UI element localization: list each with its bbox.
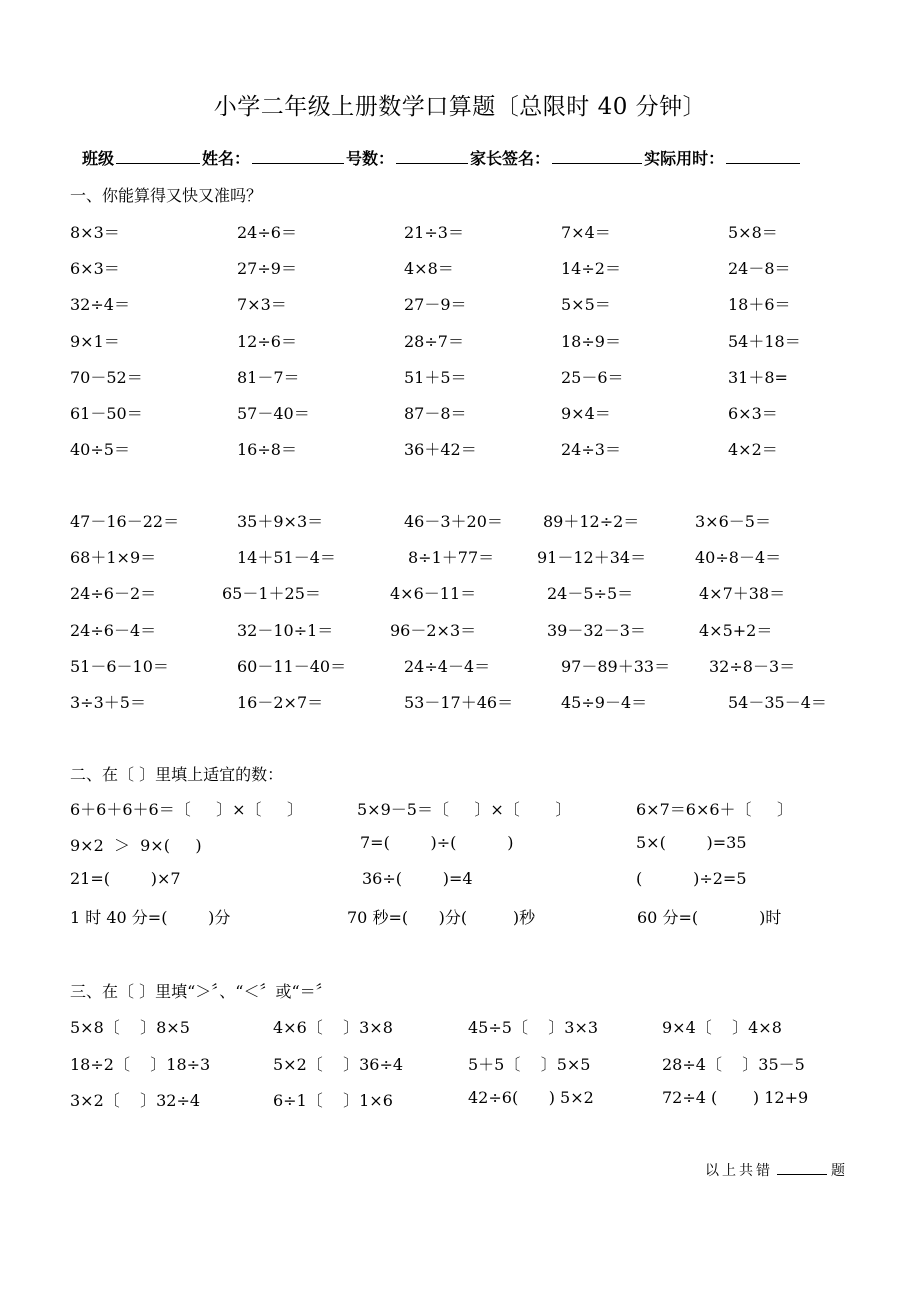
problem-row	[0, 401, 920, 423]
error-count-suffix: 题	[831, 1163, 848, 1179]
problem-item: 72÷4 ( ) 12+9	[662, 1088, 809, 1107]
problem-item: 14÷2＝	[561, 259, 621, 279]
problem-item: 24－8＝	[728, 259, 791, 279]
problem-item: 27－9＝	[404, 295, 467, 315]
problem-item: 24÷3＝	[561, 440, 621, 460]
problem-row	[0, 256, 920, 278]
error-count-line	[705, 1160, 848, 1180]
problem-item: 39－32－3＝	[547, 620, 646, 640]
section2-heading: 二、在〔 〕里填上适宜的数：	[70, 765, 284, 784]
problem-item: 24－5÷5＝	[547, 584, 634, 604]
problem-item: 5×( )=35	[636, 833, 747, 852]
problem-row	[0, 690, 920, 712]
problem-item: 25－6＝	[561, 367, 624, 387]
name-label: 姓名：	[202, 149, 251, 168]
problem-item: 24÷6＝	[237, 223, 297, 242]
problem-item: 5×5＝	[561, 295, 611, 315]
problem-item: 9×2 ＞ 9×( )	[70, 836, 202, 855]
problem-item: 35＋9×3＝	[237, 512, 324, 531]
problem-item: 18÷2〔 〕18÷3	[70, 1054, 211, 1074]
problem-item: 5×9－5＝〔 〕×〔 〕	[357, 800, 572, 819]
problem-item: 3×2〔 〕32÷4	[70, 1091, 201, 1110]
problem-item: 9×1＝	[70, 331, 120, 351]
fill-blank-row	[0, 833, 920, 855]
problem-item: 45÷9－4＝	[561, 693, 648, 712]
error-count-blank[interactable]	[777, 1162, 827, 1175]
time-used-blank[interactable]	[726, 147, 800, 164]
problem-item: 6×3＝	[728, 404, 778, 423]
problem-item: 24÷6－2＝	[70, 584, 157, 604]
problem-item: 5＋5〔 〕5×5	[468, 1054, 591, 1074]
problem-row	[0, 618, 920, 640]
number-label: 号数：	[346, 149, 395, 168]
problem-item: 32÷8－3＝	[709, 656, 796, 676]
problem-item: 16－2×7＝	[237, 693, 324, 712]
problem-item: 61－50＝	[70, 404, 143, 423]
problem-row	[0, 509, 920, 531]
problem-row	[0, 329, 920, 351]
error-count-prefix: 以上共错	[705, 1163, 773, 1179]
problem-item: 51＋5＝	[404, 367, 467, 387]
problem-item: 4×6〔 〕3×8	[273, 1018, 393, 1037]
problem-item: 57－40＝	[237, 404, 310, 423]
section1-heading: 一、你能算得又快又准吗？	[70, 186, 263, 205]
parent-signature-blank[interactable]	[552, 147, 642, 164]
problem-row	[0, 365, 920, 387]
problem-item: 5×8＝	[728, 223, 778, 242]
problem-item: 8÷1＋77＝	[408, 548, 495, 568]
problem-item: 96－2×3＝	[390, 620, 477, 640]
problem-row	[0, 654, 920, 676]
problem-item: 6×3＝	[70, 259, 120, 279]
problem-item: 4×5+2＝	[699, 620, 773, 640]
problem-item: 24÷4－4＝	[404, 656, 491, 676]
problem-item: 47－16－22＝	[70, 512, 180, 531]
problem-item: 91－12＋34＝	[537, 548, 647, 568]
problem-item: 46－3＋20＝	[404, 512, 503, 531]
fill-blank-row	[0, 869, 920, 891]
problem-item: 1 时 40 分=( )分	[70, 908, 231, 927]
problem-item: 4×8＝	[404, 259, 454, 279]
problem-item: 53－17＋46＝	[404, 693, 514, 712]
problem-item: 4×7＋38＝	[699, 584, 786, 604]
problem-item: 16÷8＝	[237, 440, 297, 460]
time-used-label: 实际用时：	[644, 149, 725, 168]
problem-item: 18÷9＝	[561, 331, 621, 351]
problem-item: 54－35－4＝	[728, 693, 827, 712]
problem-item: 40÷8－4＝	[695, 548, 782, 568]
class-label: 班级	[82, 149, 115, 168]
number-blank[interactable]	[396, 147, 468, 164]
problem-item: 6×7＝6×6＋〔 〕	[636, 800, 793, 819]
problem-item: 5×2〔 〕36÷4	[273, 1054, 404, 1074]
problem-item: 60 分=( )时	[637, 908, 782, 927]
problem-item: 40÷5＝	[70, 440, 130, 460]
problem-row	[0, 581, 920, 603]
problem-item: 42÷6( ) 5×2	[468, 1088, 594, 1107]
problem-item: 7×4＝	[561, 223, 611, 242]
problem-item: 27÷9＝	[237, 259, 297, 279]
problem-item: 32－10÷1＝	[237, 620, 334, 640]
problem-item: 3×6－5＝	[695, 512, 771, 531]
problem-item: 28÷7＝	[404, 331, 464, 351]
compare-row	[0, 1015, 920, 1037]
problem-item: 6＋6＋6＋6＝〔 〕×〔 〕	[70, 800, 303, 819]
problem-item: 4×6－11＝	[390, 584, 477, 604]
problem-item: 7×3＝	[237, 295, 287, 315]
problem-item: 28÷4〔 〕35－5	[662, 1054, 805, 1074]
problem-item: 70 秒=( )分( )秒	[347, 908, 536, 927]
compare-row	[0, 1052, 920, 1074]
problem-item: 21÷3＝	[404, 223, 464, 242]
problem-item: 65－1＋25＝	[222, 584, 321, 604]
problem-item: 9×4＝	[561, 404, 611, 423]
problem-item: 8×3＝	[70, 223, 120, 242]
problem-item: 45÷5〔 〕3×3	[468, 1018, 599, 1037]
problem-item: 12÷6＝	[237, 331, 297, 351]
fill-blank-row	[0, 905, 920, 927]
problem-item: 60－11－40＝	[237, 656, 347, 676]
problem-item: 70－52＝	[70, 367, 143, 387]
problem-item: 21=( )×7	[70, 869, 181, 888]
problem-item: 36÷( )=4	[362, 869, 473, 888]
fill-blank-row	[0, 797, 920, 819]
problem-item: 6÷1〔 〕1×6	[273, 1091, 393, 1110]
parent-signature-label: 家长签名：	[470, 149, 551, 168]
problem-item: 5×8〔 〕8×5	[70, 1018, 190, 1037]
student-info-line	[82, 146, 802, 169]
problem-row	[0, 437, 920, 459]
problem-item: 68＋1×9＝	[70, 548, 157, 568]
problem-item: 18＋6＝	[728, 295, 791, 315]
problem-item: 3÷3＋5＝	[70, 693, 146, 712]
problem-item: 89＋12÷2＝	[543, 512, 640, 531]
problem-item: 51－6－10＝	[70, 656, 169, 676]
problem-item: 54＋18＝	[728, 331, 801, 351]
page-title: 小学二年级上册数学口算题〔总限时 40 分钟〕	[213, 94, 707, 120]
compare-row	[0, 1088, 920, 1110]
problem-item: ( )÷2=5	[636, 869, 747, 888]
problem-item: 81－7＝	[237, 367, 300, 387]
problem-item: 9×4〔 〕4×8	[662, 1018, 782, 1037]
problem-item: 36＋42＝	[404, 440, 477, 460]
section3-heading: 三、在〔 〕里填“＞〞、“＜〞或“＝〞	[70, 982, 332, 1001]
problem-row	[0, 220, 920, 242]
name-blank[interactable]	[252, 147, 344, 164]
problem-item: 31＋8=	[728, 367, 788, 387]
class-blank[interactable]	[116, 147, 200, 164]
problem-item: 7=( )÷( )	[360, 833, 514, 852]
problem-item: 24÷6－4＝	[70, 620, 157, 640]
problem-item: 97－89＋33＝	[561, 656, 671, 676]
problem-row	[0, 545, 920, 567]
problem-item: 4×2＝	[728, 440, 778, 460]
problem-item: 87－8＝	[404, 404, 467, 423]
problem-item: 32÷4＝	[70, 295, 130, 315]
problem-row	[0, 292, 920, 314]
problem-item: 14＋51－4＝	[237, 548, 336, 568]
